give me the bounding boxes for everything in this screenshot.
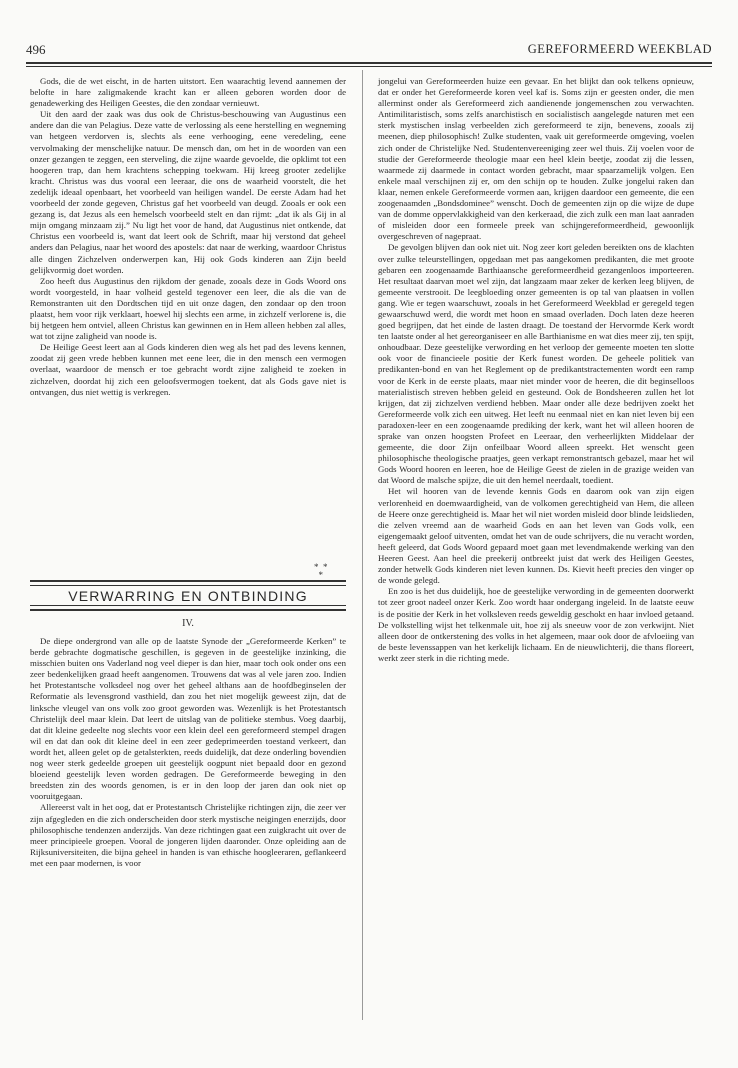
- section-rule: [30, 585, 346, 586]
- section-heading: [30, 587, 346, 605]
- paragraph: En zoo is het dus duidelijk, hoe de geestelijke verwording in de gemeenten doorwerkt tot zeer groot nadeel onzer Kerk. Zoo wordt haar ondergang ingeleid. In de laatste eeuw is de positie der Kerk in het volksleven reeds geweldig geschokt en haar invloed getaand. De volkstelling wijst het telkenmale uit, hoe zij als sneeuw voor de zon verkwijnt. Niet alleen door de ontkerstening des volks in het algemeen, maar ook door de afvloeiing van de beste levenssappen van het kerkelijk lichaam. En de nieuwlichterij, die thans floreert, werkt zeer sterk in die richting mede.: [378, 586, 694, 663]
- right-column: [378, 76, 694, 664]
- left-column-lower: [30, 636, 346, 869]
- section-rule: [30, 609, 346, 611]
- column-divider: [362, 70, 363, 1020]
- asterism-ornament: * * *: [314, 562, 328, 580]
- publication-title: GEREFORMEERD WEEKBLAD: [527, 42, 712, 56]
- paragraph: Allereerst valt in het oog, dat er Protestantsch Christelijke richtingen zijn, die zeer ver zijn afgegleden en die zich onderscheiden door sterk mystische neigingen enerzijds, door philosophische tendenzen anderzijds. Van deze richtingen gaat een zuigkracht uit over de meer principieele groepen. Vooral de jongeren lijden daaronder. Onze opleiding aan de Rijksuniversiteiten, die bijna geheel in handen is van ethische hoogleeraren, geflankeerd met een paar modernen, is voor: [30, 802, 346, 868]
- paragraph: Het wil hooren van de levende kennis Gods en daarom ook van zijn eigen verlorenheid en doemwaardigheid, van de volkomen gerechtigheid van Hem, die alleen de Heere onze gerechtigheid is. Maar het wil niet worden misleid door blinde leidslieden, die zelven vreemd aan de waarheid Gods en aan het leven van Gods volk, een eigengemaakt geloof uitventen, omdat het van de oude schrijvers, die nu veracht worden, heeft geleerd, dat Gods Woord gepaard moet gaan met levendmakende werking van den Heeren Geest. Aan heel die preekerij ontbreekt juist dat werk des Heiligen Geestes, zonder hetwelk Gods kinderen niet leven kunnen. Ds. Kievit heeft precies den vinger op de wonde gelegd.: [378, 486, 694, 586]
- section-rule: [30, 605, 346, 606]
- paragraph: De Heilige Geest leert aan al Gods kinderen dien weg als het pad des levens kennen, zoodat zij geen vrede hebben kunnen met eene leer, die in den mensch een vermogen overlaat, waardoor de mensch er toe gebracht wordt zijne zaligheid te zoeken in zichzelven, doordat hij zich een geloofsvermogen toekent, dat als Gods gave niet is ontvangen, dus niet wettig is verkregen.: [30, 342, 346, 397]
- paragraph: De gevolgen blijven dan ook niet uit. Nog zeer kort geleden bereikten ons de klachten over zulke teleurstellingen, opgedaan met pas aangekomen predikanten, die met groote gebaren een zoogenaamde Barthiaansche gereformeerdheid gezangenloos importeeren. Het resultaat daarvan moet wel zijn, dat langzaam maar zeker de kerken leeg blijven, de gemeente verstrooit. De leegbloeding onzer gemeenten is op tal van plaatsen in vollen gang. Wie er tegen waarschuwt, zooals in het Gereformeerd Weekblad er geregeld tegen gewaarschuwd werd, die wordt met hoon en smaad overladen. Doch laten deze heeren goed begrijpen, dat het einde de lasten draagt. De toestand der Hervormde Kerk wordt ten laatste onder al het gereorganiseer en alle Barthianisme en wat dies meer zij, ten spijt, onhoudbaar. Deze geestelijke verwording en het verloop der gemeente moeten ten slotte ook voor de financieele positie der Kerk funest worden. De geheele politiek van predikanten-bond en van het Reglement op de predikantstractementen wordt een ramp voor de Kerk in de eerste plaats, maar niet minder voor de heeren, die dit beginselloos materialistisch streven hebben geleid en gesteund. Ook de Bondsheeren zullen het lot krijgen, dat zij zichzelven verdiend hebben. Maar onder alle deze bedrijven zoekt het Gereformeerde volk zich een uitweg. Het leeft nu eenmaal niet en kan niet leven bij een paradoxen-leer en een zoogenaamde prediking der kerk, want het wil alleen hooren de sprake van onzen hoogsten Profeet en Leeraar, den verheerlijkten Middelaar der gemeente, die door Zijn onfeilbaar Woord alleen spreekt. Het wenscht geen philosophische theologische praatjes, geen verkapt remonstrantsch gebazel, maar het wil Gods Woord hooren en leeren, hoe de Heilige Geest de zielen in de grazige weiden van dat Woord de malsche spijze, die uit den hemel neerdaalt, toedient.: [378, 242, 694, 486]
- paragraph: Gods, die de wet eischt, in de harten uitstort. Een waarachtig levend aannemen der belofte in hare zaligmakende kracht kan er alleen geboren worden door de genadewerking des Heiligen Geestes, die den zondaar vernieuwt.: [30, 76, 346, 109]
- page-number: 496: [26, 42, 46, 57]
- header-rule-thick: [26, 62, 712, 64]
- section-heading-text: VERWARRING EN ONTBINDING: [64, 588, 312, 604]
- section-rule: [30, 580, 346, 582]
- left-column: [30, 76, 346, 398]
- header-rule-thin: [26, 66, 712, 67]
- paragraph: De diepe ondergrond van alle op de laatste Synode der „Gereformeerde Kerken” te berde gebrachte dogmatische geschillen, is gegeven in de geestelijke inzinking, die misschien buiten ons Vaderland nog veel dieper is dan hier, maar toch ook onder ons een zeer bedenkelijken graad heeft aangenomen. Trouwens dat was al vele jaren zoo. Indien het Protestantsche volksdeel nog over het geheel althans aan de hoofdbeginselen der Reformatie als levensgrond vasthield, dan zou het niet mogelijk geweest zijn, dat de linksche vleugel van ons volk zoo groot geworden was. Wezenlijk is het Protestantsch Christelijk deel maar klein. Dat leert de uitslag van de politieke stembus. Voeg daarbij, dat dit kleine gedeelte nog slechts voor een klein deel een gereformeerd stempel dragen wil en dat dan ook dit kleine deel in een zeer gedeprimeerden toestand verkeert, dan wordt het, alleen gelet op de getalsterkten, reeds duidelijk, dat deze onderling bovendien nog weer sterk gedeelde groepen uit geestelijk oogpunt niet bepaald door en gezond bloeiend geestelijk leven worden gedragen. De Gereformeerde beweging in den breedsten zin des woords genomen, is er in den loop der jaren dan ook niet op vooruitgegaan.: [30, 636, 346, 802]
- paragraph: Zoo heeft dus Augustinus den rijkdom der genade, zooals deze in Gods Woord ons wordt voorgesteld, in haar volheid gesteld tegenover een leer, die als die van de Remonstranten uit den Dordtschen tijd en uit onze dagen, den zondaar op den troon plaatst, hem voor rijk verklaart, hoewel hij slechts een arme, in zichzelf verlorene is, die bij hetgeen hem ontviel, alleen Christus kan gewinnen en in Hem alleen hebben zal alles, wat tot zijne zaligheid van noode is.: [30, 275, 346, 342]
- page-header: [26, 42, 712, 62]
- paragraph: Uit den aard der zaak was dus ook de Christus-beschouwing van Augustinus een andere dan die van Pelagius. Deze vatte de verlossing als eene herstelling en wegneming van hetgeen verdorven is, slechts als eene verhooging, eene veredeling, eene vervolmaking der menschelijke natuur. De mensch dan, om het in de woorden van een onzer gezangen te zeggen, een sterveling, die zijne waarde gevoelde, die opklimt tot een hoogeren trap, dan hem krachtens schepping toekwam. Hij kreeg grooter zedelijke kracht. Christus was dus vooral een leeraar, die ons de waarheid voorstelt, die het zedelijk ideaal openbaart, het voorbeeld van heiligen wandel. De eerste Adam had het voorbeeld der zonde gegeven, Christus gaf het voorbeeld van deugd. Zooals er ook een gezang is, dat Jezus als een hemelsch voorbeeld stelt en dan rijmt: „dat ik als Gij in al mijn omgang minzaam zij.” Nu ligt het voor de hand, dat Augustinus niet ontkende, dat Christus een voorbeeld is, want dat leert ook de Schrift, maar hij verstond dat geheel anders dan Pelagius, naar het woord des apostels: dat naar de werking, waardoor Christus alle dingen Zichzelven onderwerpen kan, Hij ook Gods kinderen aan Zijn beeld gelijkvormig doet worden.: [30, 109, 346, 275]
- section-number: IV.: [182, 618, 194, 629]
- paragraph: jongelui van Gereformeerden huize een gevaar. En het blijkt dan ook telkens opnieuw, dat er onder het Gereformeerde koren veel kaf is. Soms zijn er geesten onder, die men allerminst onder als Gereformeerd zich aandienende jongemenschen zou verwachten. Antimilitaristisch, soms zelfs anarchistisch en socialistisch aangelegde naturen met een sterk mystischen inslag verbeelden zich gereformeerd te zijn, benevens, zooals zij meenen, diep philosophisch! Zulke studenten, vaak uit gereformeerde omgeving, voelen zich onder de Christelijke Ned. Studentenvereeniging zeer wel thuis. Zij voelen voor de studie der Gereformeerde theologie maar een heel klein beetje, zoodat zij die lessen, waarmede zij daarmede in contact worden gebracht, maar spaarzamelijk volgen. Een enkele maal verschijnen zij er, om den schijn op te houden. Zulke jongelui raken dan klaar, nemen enkele Gereformeerde vormen aan, krijgen daardoor een gemeente, die een zoogenaamden „Bondsdominee” wenscht. Doch de gemeenten zijn op die wijze de dupe van de domme oppervlakkigheid van den kerkeraad, die zich zulk een man laat aanraden of misleiden door een formeele preek van schijngereformeerdheid, gewoonlijk overgeschreven of nagepraat.: [378, 76, 694, 242]
